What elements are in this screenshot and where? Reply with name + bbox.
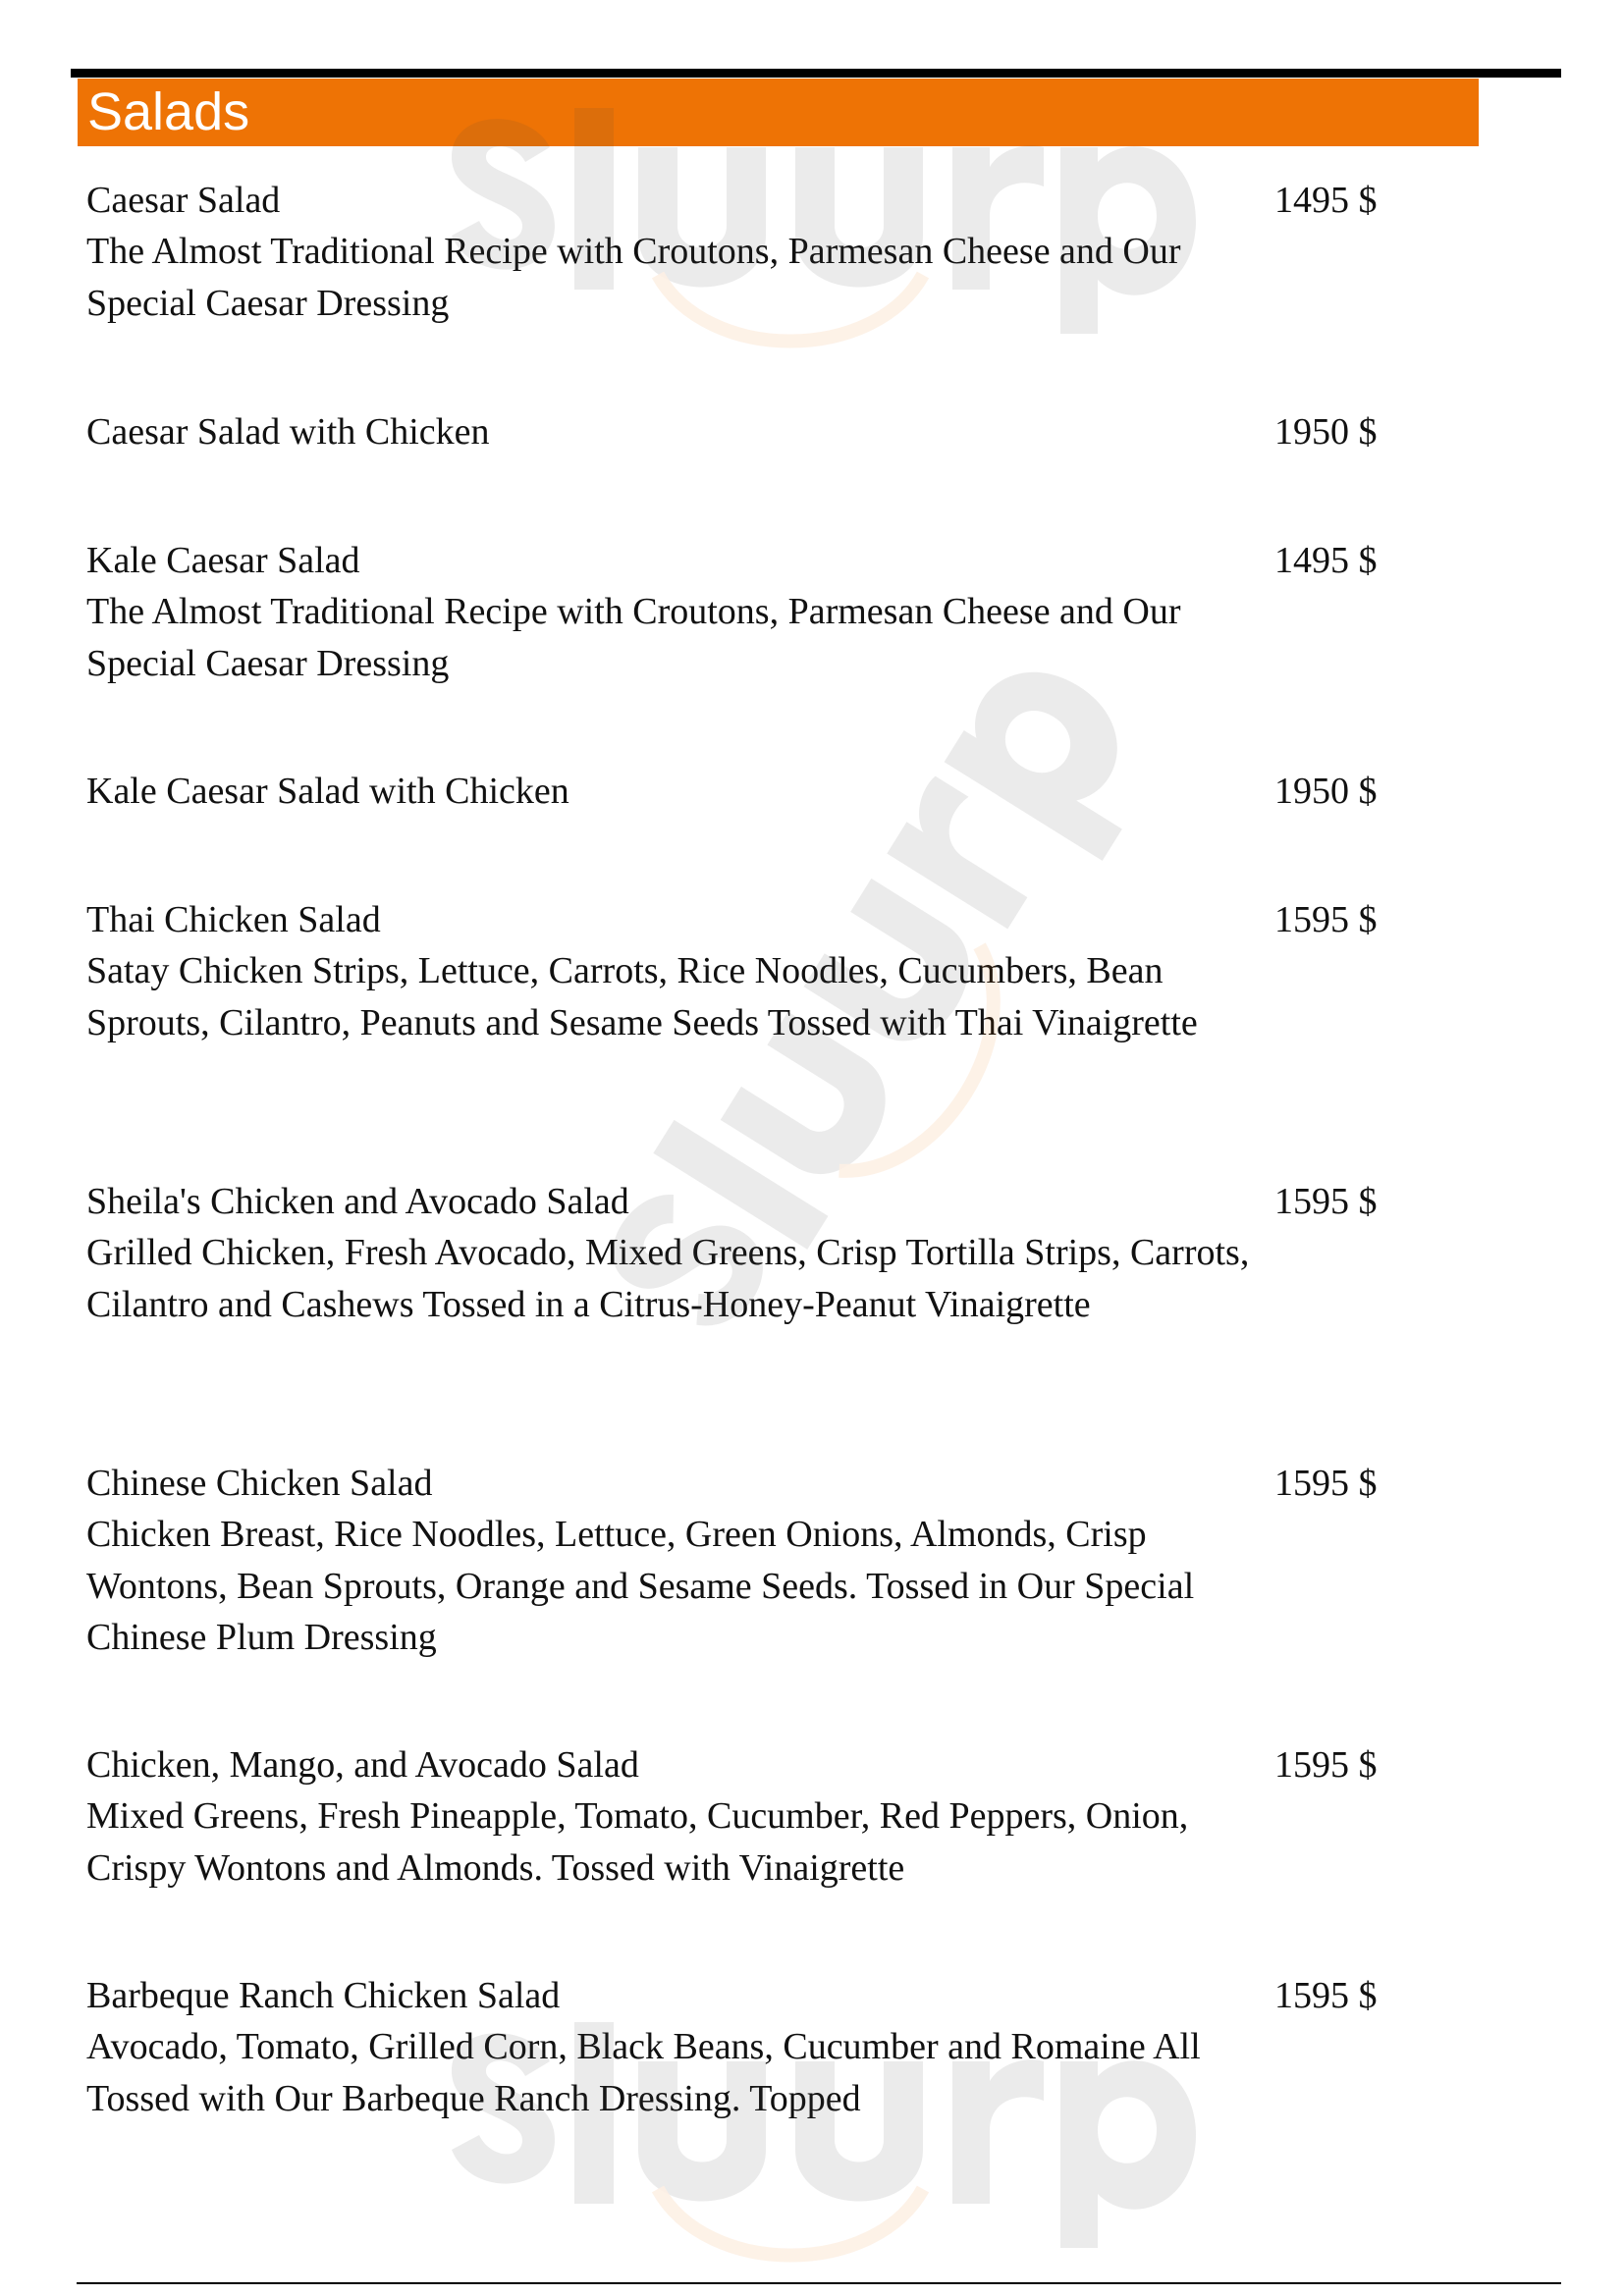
menu-item-chinese-chicken-salad [86,1458,1402,1664]
section-header [78,79,1479,146]
item-price: 1595 $ [1274,1975,1378,2016]
item-name: Chinese Chicken Salad [86,1463,433,1504]
item-name: Barbeque Ranch Chicken Salad [86,1975,561,2016]
item-name: Caesar Salad with Chicken [86,411,490,453]
item-price: 1950 $ [1274,771,1378,812]
item-price: 1495 $ [1274,180,1378,221]
item-price: 1595 $ [1274,1181,1378,1222]
item-description: The Almost Traditional Recipe with Croutons, Parmesan Cheese and Our Special Caesar Dressing [86,231,1181,324]
menu-item-sheilas-chicken-and-avocado-salad [86,1176,1402,1330]
item-description: Chicken Breast, Rice Noodles, Lettuce, Green Onions, Almonds, Crisp Wontons, Bean Sprouts, Orange and Sesame Seeds. Tossed in Our Special Chinese Plum Dressing [86,1514,1195,1658]
menu-item-caesar-salad [86,175,1402,329]
item-name: Chicken, Mango, and Avocado Salad [86,1744,639,1786]
item-price: 1595 $ [1274,1744,1378,1786]
item-price: 1595 $ [1274,899,1378,940]
menu-item-chicken-mango-and-avocado-salad [86,1739,1402,1894]
menu-item-barbeque-ranch-chicken-salad [86,1970,1402,2124]
section-title: Salads [87,82,250,141]
menu-item-thai-chicken-salad [86,894,1402,1048]
menu-item-kale-caesar-salad-with-chicken [86,766,1402,817]
item-price: 1950 $ [1274,411,1378,453]
top-rule [71,69,1561,78]
item-name: Sheila's Chicken and Avocado Salad [86,1181,629,1222]
item-name: Thai Chicken Salad [86,899,381,940]
item-description: The Almost Traditional Recipe with Croutons, Parmesan Cheese and Our Special Caesar Dressing [86,591,1181,684]
item-name: Caesar Salad [86,180,281,221]
item-description: Satay Chicken Strips, Lettuce, Carrots, Rice Noodles, Cucumbers, Bean Sprouts, Cilantro, Peanuts and Sesame Seeds Tossed with Thai Vinaigrette [86,950,1198,1043]
menu-item-caesar-salad-with-chicken [86,406,1402,457]
item-price: 1495 $ [1274,540,1378,581]
item-description: Avocado, Tomato, Grilled Corn, Black Beans, Cucumber and Romaine All Tossed with Our Barbeque Ranch Dressing. Topped [86,2026,1201,2119]
item-description: Mixed Greens, Fresh Pineapple, Tomato, Cucumber, Red Peppers, Onion, Crispy Wontons and Almonds. Tossed with Vinaigrette [86,1795,1189,1889]
menu-item-kale-caesar-salad [86,535,1402,689]
item-description: Grilled Chicken, Fresh Avocado, Mixed Greens, Crisp Tortilla Strips, Carrots, Cilantro and Cashews Tossed in a Citrus-Honey-Peanut Vinaigrette [86,1232,1250,1325]
item-price: 1595 $ [1274,1463,1378,1504]
item-name: Kale Caesar Salad [86,540,360,581]
item-name: Kale Caesar Salad with Chicken [86,771,569,812]
bottom-rule [77,2282,1561,2284]
